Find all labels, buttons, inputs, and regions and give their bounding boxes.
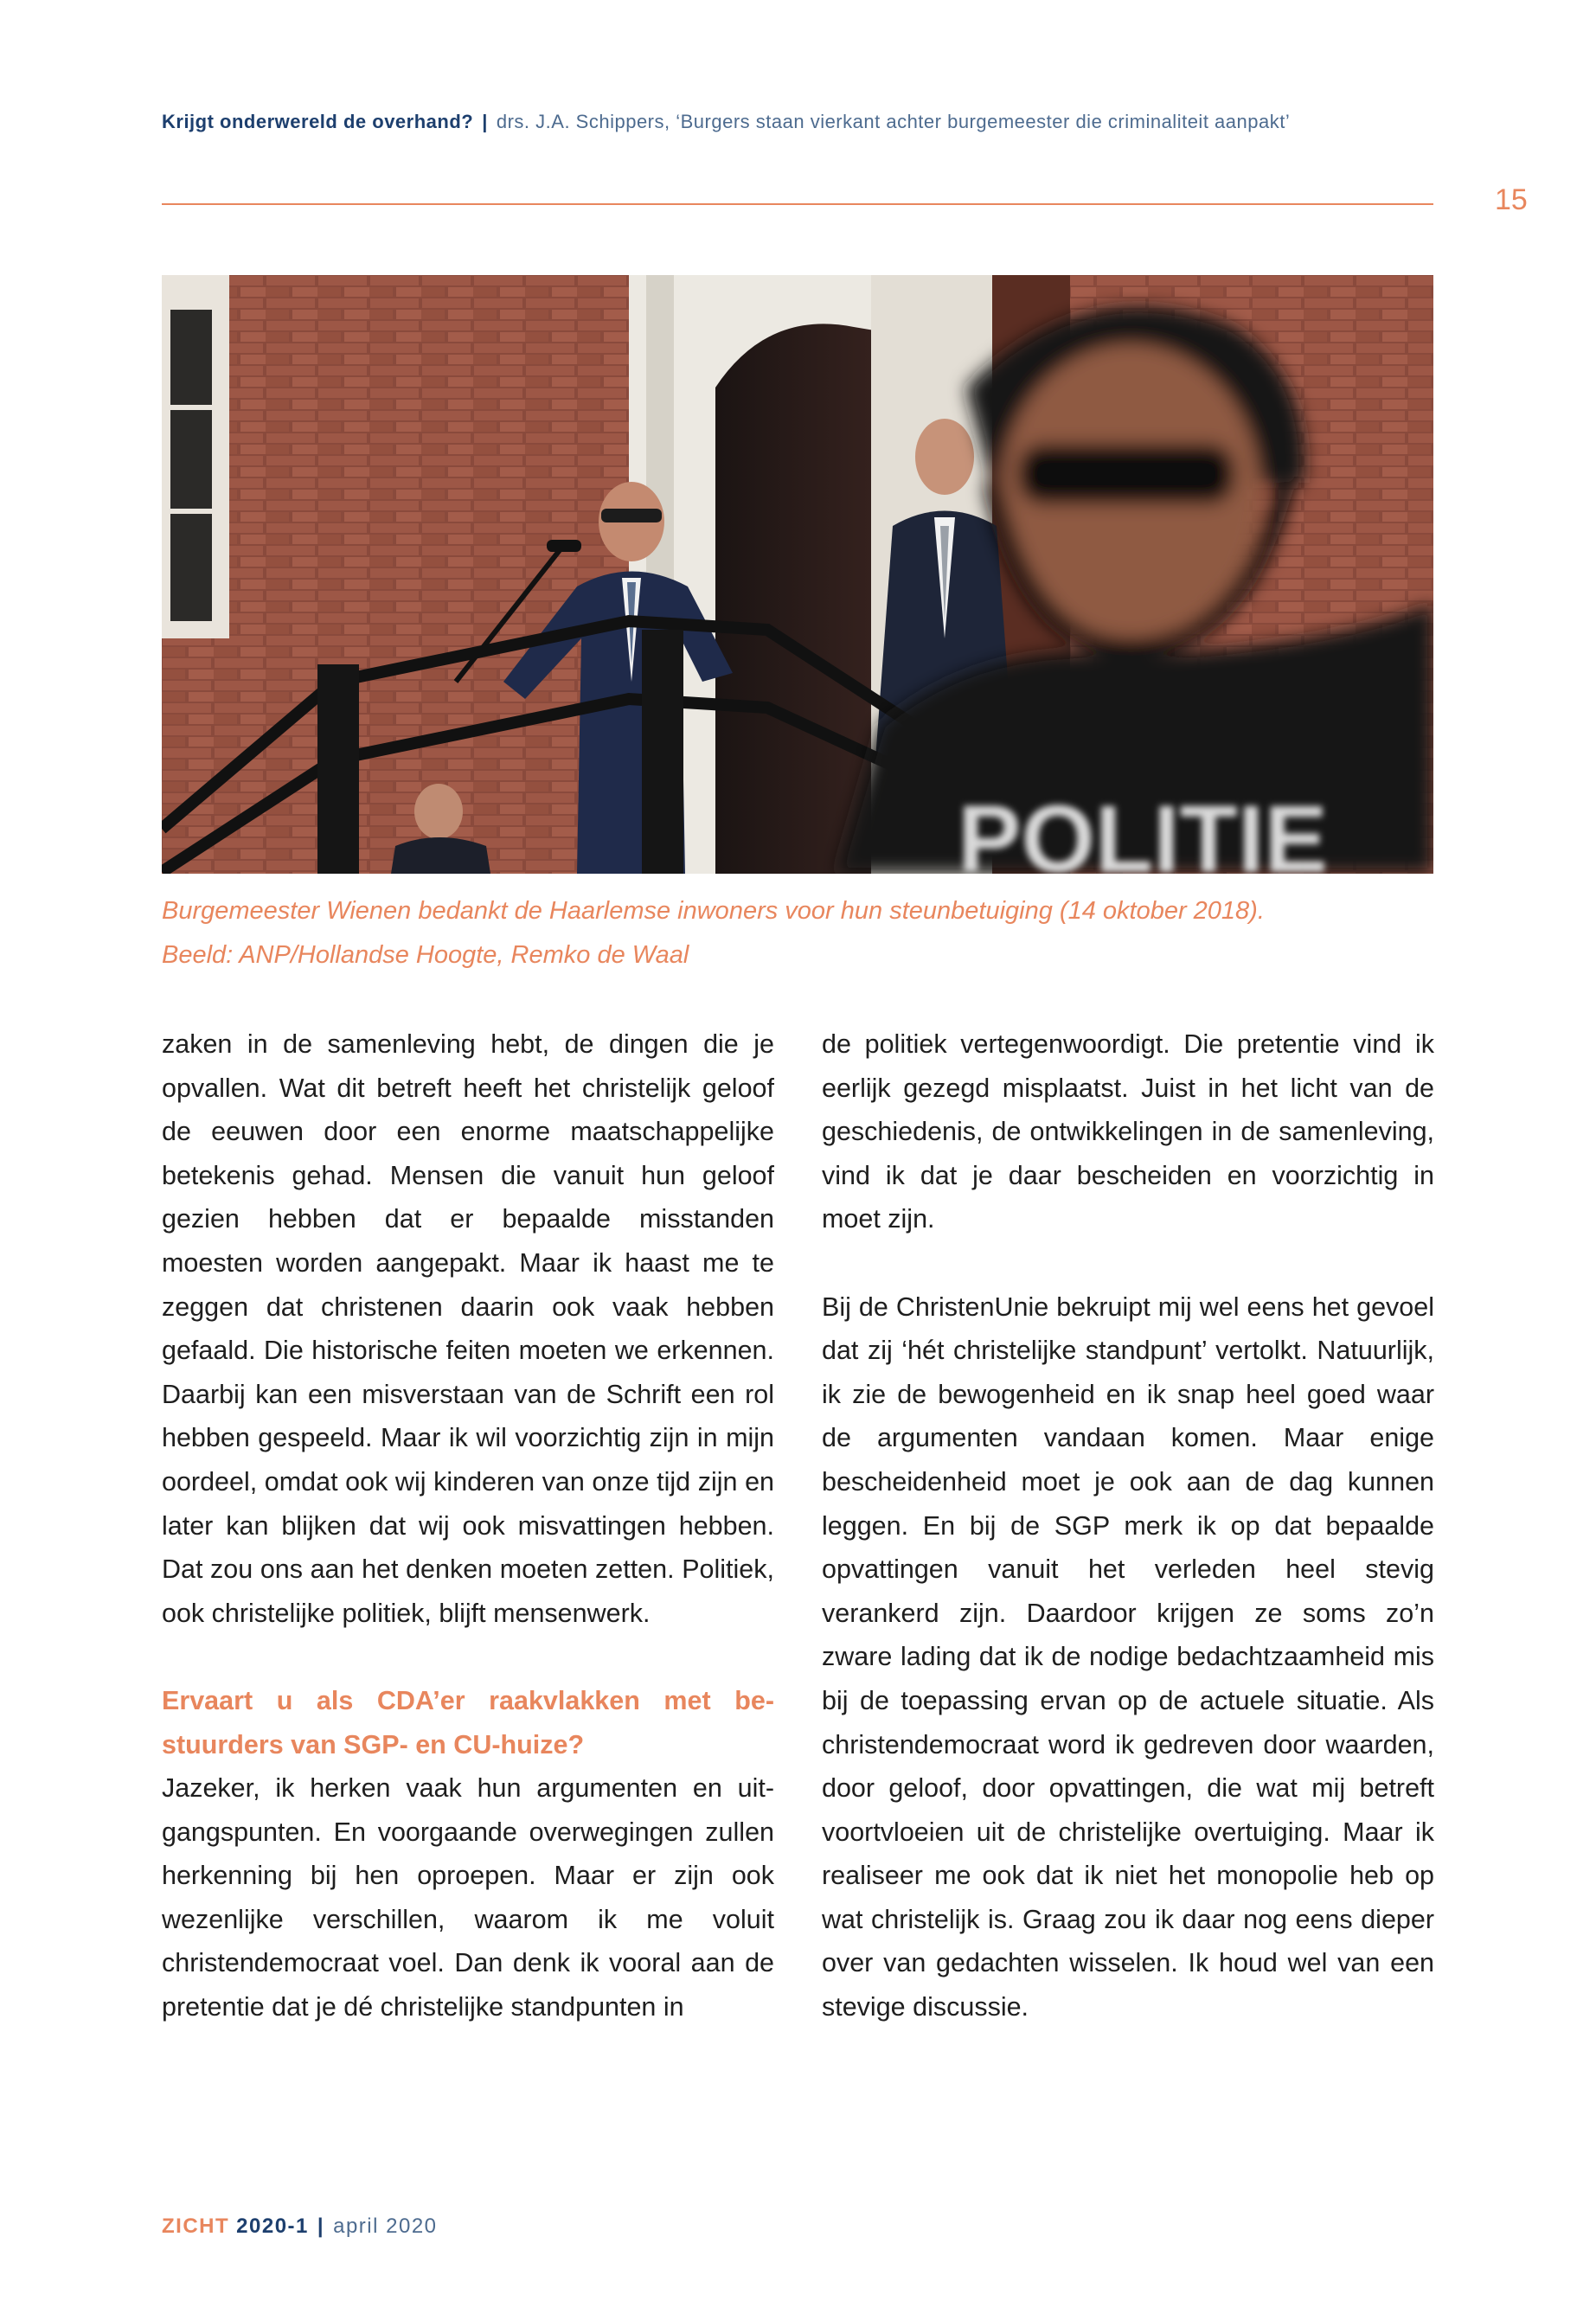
paragraph: Bij de ChristenUnie bekruipt mij wel eens het gevoel dat zij ‘hét christelijke standpunt’ vertolkt. Natuurlijk, ik zie de bewogenheid en ik snap heel goed waar de argumenten vandaan komen. Maar enige bescheidenheid moet je ook aan de dag kunnen leggen. En bij de SGP merk ik op dat bepaalde opvattingen vanuit het verleden heel stevig verankerd zijn. Daardoor krijgen ze soms zo’n zware lading dat ik de nodige bedachtzaamheid mis bij de toepassing ervan op de actuele situatie. Als christendemocraat word ik gedreven door waarden, door geloof, door opvattingen, die wat mij betreft voortvloeien uit de christelijke overtuiging. Maar ik realiseer me ook dat ik niet het monopolie heb op wat christelijk is. Graag zou ik daar nog eens dieper over van gedachten wisselen. Ik houd wel van een stevige discussie. <box>822 1292 1434 2022</box>
text-column-right <box>822 1022 1434 2029</box>
running-header <box>162 111 1433 133</box>
footer-separator: | <box>317 2214 325 2238</box>
running-header-separator: | <box>482 111 488 132</box>
footer-brand: ZICHT <box>162 2214 230 2238</box>
footer-date: april 2020 <box>333 2214 438 2238</box>
caption-credit: Beeld: ANP/Hollandse Hoogte, Remko de Waal <box>162 941 689 969</box>
text-column-left <box>162 1022 774 2029</box>
paragraph: de politiek vertegenwoordigt. Die pretentie vind ik eerlijk gezegd misplaatst. Juist in het licht van de geschiedenis, de ontwikkelingen in de samenleving, vind ik dat je daar bescheiden en voorzichtig in moet zijn. <box>822 1029 1434 1234</box>
paragraph: Jazeker, ik herken vaak hun argumenten en uitgangspunten. En voorgaande overwegingen zullen herkenning bij hen oproepen. Maar er zijn ook wezenlijke verschillen, waarom ik me voluit christendemocraat voel. Dan denk ik vooral aan de pretentie dat je dé christelijke standpunten in <box>162 1773 774 2022</box>
interview-question: Ervaart u als CDA’er raakvlakken met bestuurders van SGP- en CU-huize? <box>162 1685 774 1759</box>
running-header-subtitle: drs. J.A. Schippers, ‘Burgers staan vierkant achter burgemeester die criminaliteit aanpakt’ <box>496 111 1291 132</box>
photo-illustration <box>162 275 1433 874</box>
page-number: 15 <box>1495 183 1528 216</box>
page-footer <box>162 2214 438 2239</box>
header-rule <box>162 203 1433 205</box>
running-header-title: Krijgt onderwereld de overhand? <box>162 111 474 132</box>
footer-issue: 2020-1 <box>236 2214 309 2238</box>
paragraph: zaken in de samenleving hebt, de dingen die je opvallen. Wat dit betreft heeft het christelijk geloof de eeuwen door een enorme maatschappelijke betekenis gehad. Mensen die vanuit hun geloof gezien hebben dat er bepaalde misstanden moesten worden aangepakt. Maar ik haast me te zeggen dat christenen daarin ook vaak hebben gefaald. Die historische feiten moeten we erkennen. Daarbij kan een misverstaan van de Schrift een rol hebben gespeeld. Maar ik wil voorzichtig zijn in mijn oordeel, omdat ook wij kinderen van onze tijd zijn en later kan blijken dat wij ook misvattingen hebben. Dat zou ons aan het denken moeten zetten. Politiek, ook christelijke politiek, blijft mensenwerk. <box>162 1029 774 1628</box>
article-photo <box>162 275 1433 874</box>
photo-caption <box>162 889 1459 977</box>
caption-line-1: Burgemeester Wienen bedankt de Haarlemse inwoners voor hun steunbetuiging (14 oktober 2018). <box>162 897 1265 925</box>
vest-lettering: POLITIE <box>958 786 1328 874</box>
